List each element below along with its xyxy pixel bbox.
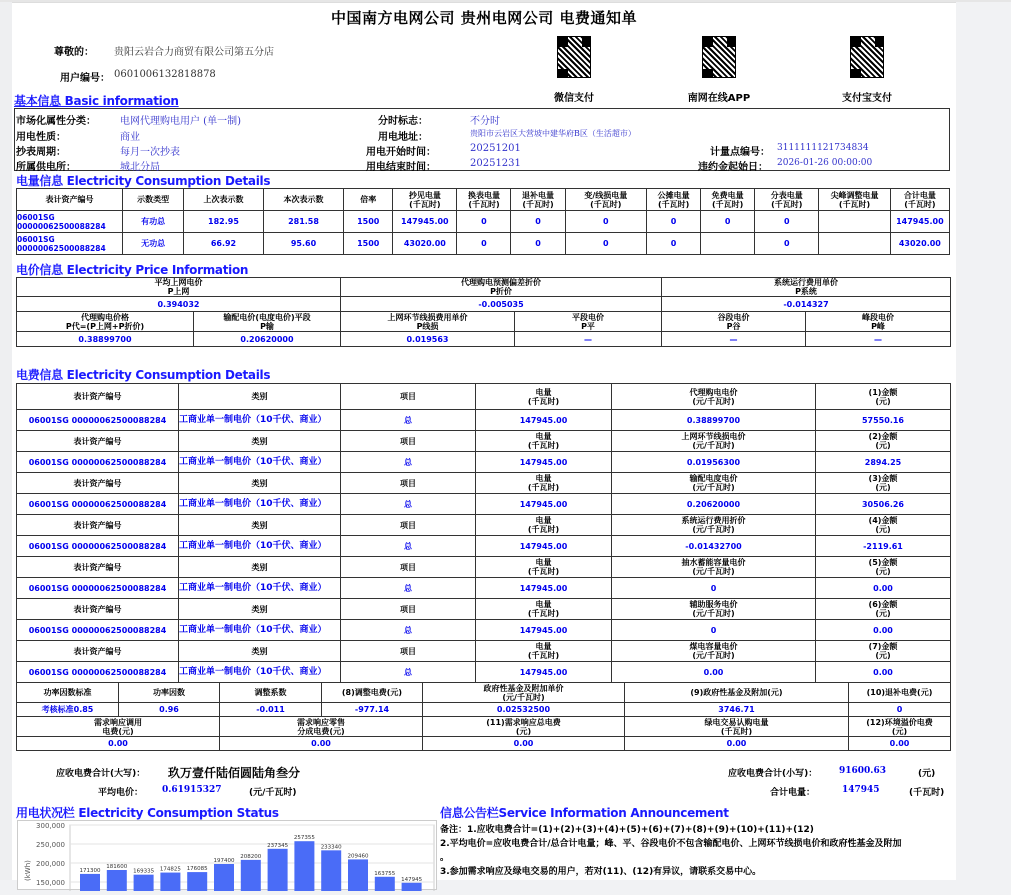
avg-price-unit: (元/千瓦时) xyxy=(249,788,297,798)
column-header: 类别 xyxy=(179,515,341,536)
bar-value-label: 147945 xyxy=(401,876,423,883)
bar xyxy=(214,864,234,891)
column-header: 类别 xyxy=(179,599,341,620)
fee-price: 0.38899700 xyxy=(612,410,816,431)
total-lower-label: 应收电费合计(小写)： xyxy=(728,769,818,779)
field-value: 商业 xyxy=(120,132,140,143)
column-header: 表计资产编号 xyxy=(17,431,179,452)
qr-label-wechat: 微信支付 xyxy=(554,93,594,104)
column-header: 抄见电量 (千瓦时) xyxy=(393,189,457,211)
price-label: 煤电容量电价 (元/千瓦时) xyxy=(612,641,816,662)
cell-value: 43020.00 xyxy=(393,233,457,255)
price-value: — xyxy=(806,332,951,347)
field-value: 贵阳市云岩区大营坡中建华府B区（生活超市） xyxy=(470,129,636,138)
column-header: 项目 xyxy=(341,599,476,620)
column-header: (8)调整电费(元) xyxy=(322,683,423,703)
cell-value: 0.00 xyxy=(17,737,220,751)
fee-header-row xyxy=(17,473,951,494)
consumption-table xyxy=(16,188,950,255)
price-header: 上网环节线损费用单价 P线损 xyxy=(341,312,515,332)
price-header: 系统运行费用单价 P系统 xyxy=(662,278,951,297)
bar-value-label: 257355 xyxy=(293,835,315,842)
column-header: 功率因数 xyxy=(119,683,220,703)
fee-row xyxy=(17,536,951,557)
field-label: 抄表周期： xyxy=(16,147,66,158)
column-header: 项目 xyxy=(341,641,476,662)
field-value: 20251201 xyxy=(470,143,521,154)
status-title: 用电状况栏 Electricity Consumption Status xyxy=(16,806,279,820)
bar-value-label: 197400 xyxy=(213,857,235,864)
meter-asset-no: 06001SG 00000062500088284 xyxy=(17,662,179,683)
price-label: 辅助服务电价 (元/千瓦时) xyxy=(612,599,816,620)
fee-kwh: 147945.00 xyxy=(476,662,612,683)
price-value: -0.005035 xyxy=(341,297,662,312)
avg-price: 0.61915327 xyxy=(162,785,222,795)
cell-value: 无功总 xyxy=(123,233,184,255)
cell-value: 0 xyxy=(647,233,701,255)
meter-asset-no: 06001SG 00000062500088284 xyxy=(17,410,179,431)
price-value: -0.014327 xyxy=(662,297,951,312)
column-header: 电量 (千瓦时) xyxy=(476,515,612,536)
cell-value: 0.00 xyxy=(625,737,849,751)
bar-value-label: 176085 xyxy=(186,866,208,873)
bar xyxy=(294,841,314,891)
bar xyxy=(134,875,154,891)
price-value: 0.20620000 xyxy=(194,332,341,347)
cell-value: 281.58 xyxy=(263,211,344,233)
meter-asset-no: 06001SG 00000062500088284 xyxy=(17,620,179,641)
fee-kwh: 147945.00 xyxy=(476,452,612,473)
qr-code-icon[interactable] xyxy=(850,36,884,78)
price-label: 上网环节线损电价 (元/千瓦时) xyxy=(612,431,816,452)
price-header: 输配电价(电度电价)平段 P输 xyxy=(194,312,341,332)
notice-line: 。 xyxy=(440,853,450,863)
consumption-chart-svg xyxy=(18,821,438,891)
bar xyxy=(348,859,368,891)
cell-value xyxy=(819,233,890,255)
basic-info-title: 基本信息 Basic information xyxy=(14,94,179,108)
fee-price: 0 xyxy=(612,578,816,599)
bar xyxy=(321,850,341,891)
field-label: 市场化属性分类： xyxy=(16,116,96,127)
column-header: 换表电量 (千瓦时) xyxy=(457,189,511,211)
cell-value xyxy=(819,211,890,233)
column-header: 公摊电量 (千瓦时) xyxy=(647,189,701,211)
column-header: 类别 xyxy=(179,641,341,662)
fee-amount: 0.00 xyxy=(816,578,951,599)
table-header-row xyxy=(17,189,950,211)
field-value: 2026-01-26 00:00:00 xyxy=(777,158,873,168)
consumption-title: 电量信息 Electricity Consumption Details xyxy=(16,174,271,188)
meter-asset-no: 06001SG 00000062500088284 xyxy=(17,233,123,255)
column-header: 上次表示数 xyxy=(184,189,264,211)
cell-value: 考核标准0.85 xyxy=(17,703,119,717)
fee-category: 工商业单一制电价（10千伏、商业） xyxy=(179,662,341,683)
bar-value-label: 171300 xyxy=(79,867,101,874)
bar xyxy=(107,870,127,891)
amount-label: (5)金额 (元) xyxy=(816,557,951,578)
cell-value: 0 xyxy=(755,233,819,255)
fee-item: 总 xyxy=(341,494,476,515)
fee-item: 总 xyxy=(341,452,476,473)
notice-line: 备注：1.应收电费合计=(1)+(2)+(3)+(4)+(5)+(6)+(7)+(8)+(9)+(10)+(11)+(12) xyxy=(440,825,814,835)
cell-value: 1500 xyxy=(344,233,393,255)
total-kwh: 147945 xyxy=(842,785,880,795)
notice-body xyxy=(440,823,955,879)
basic-info-box xyxy=(14,108,950,171)
bar xyxy=(241,860,261,891)
cell-value: 0 xyxy=(457,211,511,233)
bar-value-label: 209460 xyxy=(347,853,369,860)
fee-amount: -2119.61 xyxy=(816,536,951,557)
field-value: 3111111121734834 xyxy=(777,143,869,153)
cell-value: 147945.00 xyxy=(393,211,457,233)
column-header: 表计资产编号 xyxy=(17,189,123,211)
amount-label: (4)金额 (元) xyxy=(816,515,951,536)
column-header: 表计资产编号 xyxy=(17,599,179,620)
field-label: 用电结束时间： xyxy=(366,162,436,173)
fee-header-row xyxy=(17,599,951,620)
user-no-label: 用户编号： xyxy=(60,73,110,84)
column-header: 表计资产编号 xyxy=(17,557,179,578)
table-row xyxy=(17,233,950,255)
price-value: 0.38899700 xyxy=(17,332,194,347)
meter-asset-no: 06001SG 00000062500088284 xyxy=(17,536,179,557)
cell-value xyxy=(701,233,755,255)
column-header: 需求响应零售 分成电费(元) xyxy=(220,717,423,737)
bar xyxy=(187,872,207,891)
price-label: 抽水蓄能容量电价 (元/千瓦时) xyxy=(612,557,816,578)
fee-kwh: 147945.00 xyxy=(476,536,612,557)
total-kwh-unit: (千瓦时) xyxy=(909,788,945,798)
fee-row xyxy=(17,410,951,431)
fee-header-row xyxy=(17,384,951,410)
total-lower-unit: (元) xyxy=(918,769,936,779)
bill-page xyxy=(12,2,956,887)
cell-value: 有功总 xyxy=(123,211,184,233)
fee-amount: 57550.16 xyxy=(816,410,951,431)
fee-amount: 0.00 xyxy=(816,620,951,641)
column-header: 倍率 xyxy=(344,189,393,211)
fees-title: 电费信息 Electricity Consumption Details xyxy=(16,368,271,382)
fee-amount: 2894.25 xyxy=(816,452,951,473)
bar-value-label: 237345 xyxy=(267,842,289,849)
y-axis-label: (kWh) xyxy=(24,860,32,881)
column-header: 项目 xyxy=(341,431,476,452)
fee-row xyxy=(17,452,951,473)
meter-asset-no: 06001SG 00000062500088284 xyxy=(17,578,179,599)
fee-item: 总 xyxy=(341,536,476,557)
field-label: 所属供电所： xyxy=(16,162,76,173)
adjust-header-row xyxy=(17,683,951,703)
price-value: 0.394032 xyxy=(17,297,341,312)
fee-kwh: 147945.00 xyxy=(476,620,612,641)
field-label: 用电性质： xyxy=(16,132,66,143)
fee-item: 总 xyxy=(341,662,476,683)
column-header: 项目 xyxy=(341,473,476,494)
total-kwh-label: 合计电量： xyxy=(770,788,816,798)
column-header: 表计资产编号 xyxy=(17,515,179,536)
field-label: 计量点编号： xyxy=(710,147,770,158)
price-label: 代理购电电价 (元/千瓦时) xyxy=(612,384,816,410)
bar xyxy=(375,877,395,891)
meter-asset-no: 06001SG 00000062500088284 xyxy=(17,211,123,233)
column-header: 合计电量 (千瓦时) xyxy=(890,189,949,211)
field-label: 违约金起始日： xyxy=(698,162,768,173)
adjust-table xyxy=(16,682,951,751)
bar-value-label: 208200 xyxy=(240,853,262,860)
field-value: 不分时 xyxy=(470,116,500,127)
fee-price: 0.01956300 xyxy=(612,452,816,473)
fee-row xyxy=(17,620,951,641)
bar xyxy=(160,873,180,891)
notice-title: 信息公告栏Service Information Announcement xyxy=(440,806,729,820)
cell-value: 0 xyxy=(565,211,647,233)
bar xyxy=(80,874,100,891)
column-header: 类别 xyxy=(179,431,341,452)
meter-asset-no: 06001SG 00000062500088284 xyxy=(17,452,179,473)
cell-value: 1500 xyxy=(344,211,393,233)
column-header: 电量 (千瓦时) xyxy=(476,473,612,494)
column-header: 功率因数标准 xyxy=(17,683,119,703)
column-header: (12)环境溢价电费 (元) xyxy=(849,717,951,737)
column-header: 尖峰调整电量 (千瓦时) xyxy=(819,189,890,211)
cell-value: 0 xyxy=(457,233,511,255)
field-value: 20251231 xyxy=(470,158,521,169)
price-value: — xyxy=(515,332,662,347)
adjust-header-row xyxy=(17,717,951,737)
fee-category: 工商业单一制电价（10千伏、商业） xyxy=(179,494,341,515)
column-header: (9)政府性基金及附加(元) xyxy=(625,683,849,703)
column-header: 需求响应调用 电费(元) xyxy=(17,717,220,737)
greeting-label: 尊敬的： xyxy=(54,47,94,58)
column-header: 电量 (千瓦时) xyxy=(476,599,612,620)
bar-value-label: 169335 xyxy=(133,868,155,875)
cell-value: 0.02532500 xyxy=(423,703,625,717)
bar xyxy=(402,883,422,891)
fee-item: 总 xyxy=(341,410,476,431)
fee-category: 工商业单一制电价（10千伏、商业） xyxy=(179,536,341,557)
column-header: (11)需求响应总电费 (元) xyxy=(423,717,625,737)
amount-label: (6)金额 (元) xyxy=(816,599,951,620)
cell-value: 0 xyxy=(849,703,951,717)
price-header: 平段电价 P平 xyxy=(515,312,662,332)
column-header: 表计资产编号 xyxy=(17,473,179,494)
total-lower: 91600.63 xyxy=(839,766,886,776)
fee-item: 总 xyxy=(341,578,476,599)
fees-table xyxy=(16,383,951,683)
fee-header-row xyxy=(17,557,951,578)
fee-price: 0 xyxy=(612,620,816,641)
fee-price: 0.20620000 xyxy=(612,494,816,515)
total-upper-label: 应收电费合计(大写)： xyxy=(56,769,146,779)
column-header: 示数类型 xyxy=(123,189,184,211)
y-tick-label: 150,000 xyxy=(36,879,65,887)
cell-value: 0.00 xyxy=(220,737,423,751)
price-title: 电价信息 Electricity Price Information xyxy=(16,263,249,277)
column-header: 项目 xyxy=(341,557,476,578)
price-value: — xyxy=(662,332,806,347)
column-header: 本次表示数 xyxy=(263,189,344,211)
total-upper: 玖万壹仟陆佰圆陆角叁分 xyxy=(168,766,301,780)
cell-value: 0.00 xyxy=(849,737,951,751)
fee-header-row xyxy=(17,431,951,452)
notice-line: 2.平均电价=应收电费合计/总合计电量；峰、平、谷段电价不包含输配电价、上网环节线损电价和政府性基金及附加 xyxy=(440,839,902,849)
column-header: 退补电量 (千瓦时) xyxy=(511,189,565,211)
fee-row xyxy=(17,662,951,683)
price-table xyxy=(16,277,951,347)
column-header: 免费电量 (千瓦时) xyxy=(701,189,755,211)
field-label: 用电开始时间： xyxy=(366,147,436,158)
qr-label-app: 南网在线APP xyxy=(687,93,751,104)
qr-code-icon[interactable] xyxy=(702,36,736,78)
cell-value: 0.96 xyxy=(119,703,220,717)
fee-amount: 30506.26 xyxy=(816,494,951,515)
page-title: 中国南方电网公司 贵州电网公司 电费通知单 xyxy=(331,9,637,27)
adjust-value-row xyxy=(17,703,951,717)
amount-label: (3)金额 (元) xyxy=(816,473,951,494)
y-tick-label: 250,000 xyxy=(36,841,65,849)
field-value: 每月一次抄表 xyxy=(120,147,180,158)
cell-value: 43020.00 xyxy=(890,233,949,255)
price-value: 0.019563 xyxy=(341,332,515,347)
fee-category: 工商业单一制电价（10千伏、商业） xyxy=(179,452,341,473)
fee-kwh: 147945.00 xyxy=(476,410,612,431)
fee-price: 0.00 xyxy=(612,662,816,683)
cell-value: 0 xyxy=(701,211,755,233)
fee-kwh: 147945.00 xyxy=(476,578,612,599)
column-header: 分表电量 (千瓦时) xyxy=(755,189,819,211)
amount-label: (2)金额 (元) xyxy=(816,431,951,452)
column-header: 电量 (千瓦时) xyxy=(476,431,612,452)
bar-value-label: 163755 xyxy=(374,870,396,877)
column-header: 表计资产编号 xyxy=(17,384,179,410)
cell-value: 3746.71 xyxy=(625,703,849,717)
cell-value: -977.14 xyxy=(322,703,423,717)
fee-header-row xyxy=(17,641,951,662)
cell-value: 95.60 xyxy=(263,233,344,255)
cell-value: 66.92 xyxy=(184,233,264,255)
price-header: 峰段电价 P峰 xyxy=(806,312,951,332)
column-header: 变/线损电量 (千瓦时) xyxy=(565,189,647,211)
price-label: 系统运行费用折价 (元/千瓦时) xyxy=(612,515,816,536)
cell-value: 0.00 xyxy=(423,737,625,751)
cell-value: 0 xyxy=(647,211,701,233)
column-header: 绿电交易认购电量 (千瓦时) xyxy=(625,717,849,737)
price-header: 谷段电价 P谷 xyxy=(662,312,806,332)
price-label: 输配电度电价 (元/千瓦时) xyxy=(612,473,816,494)
meter-asset-no: 06001SG 00000062500088284 xyxy=(17,494,179,515)
bar-value-label: 181600 xyxy=(106,863,128,870)
cell-value: 0 xyxy=(755,211,819,233)
fee-amount: 0.00 xyxy=(816,662,951,683)
fee-category: 工商业单一制电价（10千伏、商业） xyxy=(179,410,341,431)
cell-value: 0 xyxy=(511,233,565,255)
fee-category: 工商业单一制电价（10千伏、商业） xyxy=(179,620,341,641)
price-header: 平均上网电价 P上网 xyxy=(17,278,341,297)
field-label: 分时标志： xyxy=(378,116,428,127)
bar xyxy=(268,849,288,891)
fee-row xyxy=(17,494,951,515)
column-header: 类别 xyxy=(179,473,341,494)
price-header: 代理购电价格 P代=(P上网+P折价) xyxy=(17,312,194,332)
user-no: 0601006132818878 xyxy=(114,69,216,80)
fee-category: 工商业单一制电价（10千伏、商业） xyxy=(179,578,341,599)
column-header: 项目 xyxy=(341,515,476,536)
fee-kwh: 147945.00 xyxy=(476,494,612,515)
notice-line: 3.参加需求响应及绿电交易的用户，若对(11)、(12)有异议，请联系交易中心。 xyxy=(440,867,762,877)
column-header: 政府性基金及附加单价 (元/千瓦时) xyxy=(423,683,625,703)
column-header: 表计资产编号 xyxy=(17,641,179,662)
fee-price: -0.01432700 xyxy=(612,536,816,557)
price-header: 代理购电预测偏差折价 P折价 xyxy=(341,278,662,297)
bar-value-label: 174825 xyxy=(159,866,181,873)
cell-value: -0.011 xyxy=(220,703,322,717)
amount-label: (1)金额 (元) xyxy=(816,384,951,410)
fee-item: 总 xyxy=(341,620,476,641)
y-tick-label: 200,000 xyxy=(36,860,65,868)
adjust-value-row xyxy=(17,737,951,751)
column-header: 调整系数 xyxy=(220,683,322,703)
table-row xyxy=(17,211,950,233)
fee-header-row xyxy=(17,515,951,536)
avg-price-label: 平均电价： xyxy=(98,788,144,798)
column-header: 电量 (千瓦时) xyxy=(476,641,612,662)
cell-value: 182.95 xyxy=(184,211,264,233)
customer-name: 贵阳云岩合力商贸有限公司第五分店 xyxy=(114,47,274,58)
column-header: 类别 xyxy=(179,384,341,410)
column-header: (10)退补电费(元) xyxy=(849,683,951,703)
y-tick-label: 300,000 xyxy=(36,822,65,830)
column-header: 类别 xyxy=(179,557,341,578)
qr-code-icon[interactable] xyxy=(557,36,591,78)
column-header: 电量 (千瓦时) xyxy=(476,384,612,410)
column-header: 电量 (千瓦时) xyxy=(476,557,612,578)
fee-row xyxy=(17,578,951,599)
amount-label: (7)金额 (元) xyxy=(816,641,951,662)
cell-value: 0 xyxy=(511,211,565,233)
viewer-left-margin xyxy=(0,2,12,880)
field-value: 城北分局 xyxy=(120,162,160,173)
field-label: 用电地址： xyxy=(378,132,428,143)
field-value: 电网代理购电用户 (单一制) xyxy=(120,116,241,127)
qr-label-alipay: 支付宝支付 xyxy=(842,93,892,104)
cell-value: 147945.00 xyxy=(890,211,949,233)
bar-value-label: 233340 xyxy=(320,844,342,851)
column-header: 项目 xyxy=(341,384,476,410)
cell-value: 0 xyxy=(565,233,647,255)
